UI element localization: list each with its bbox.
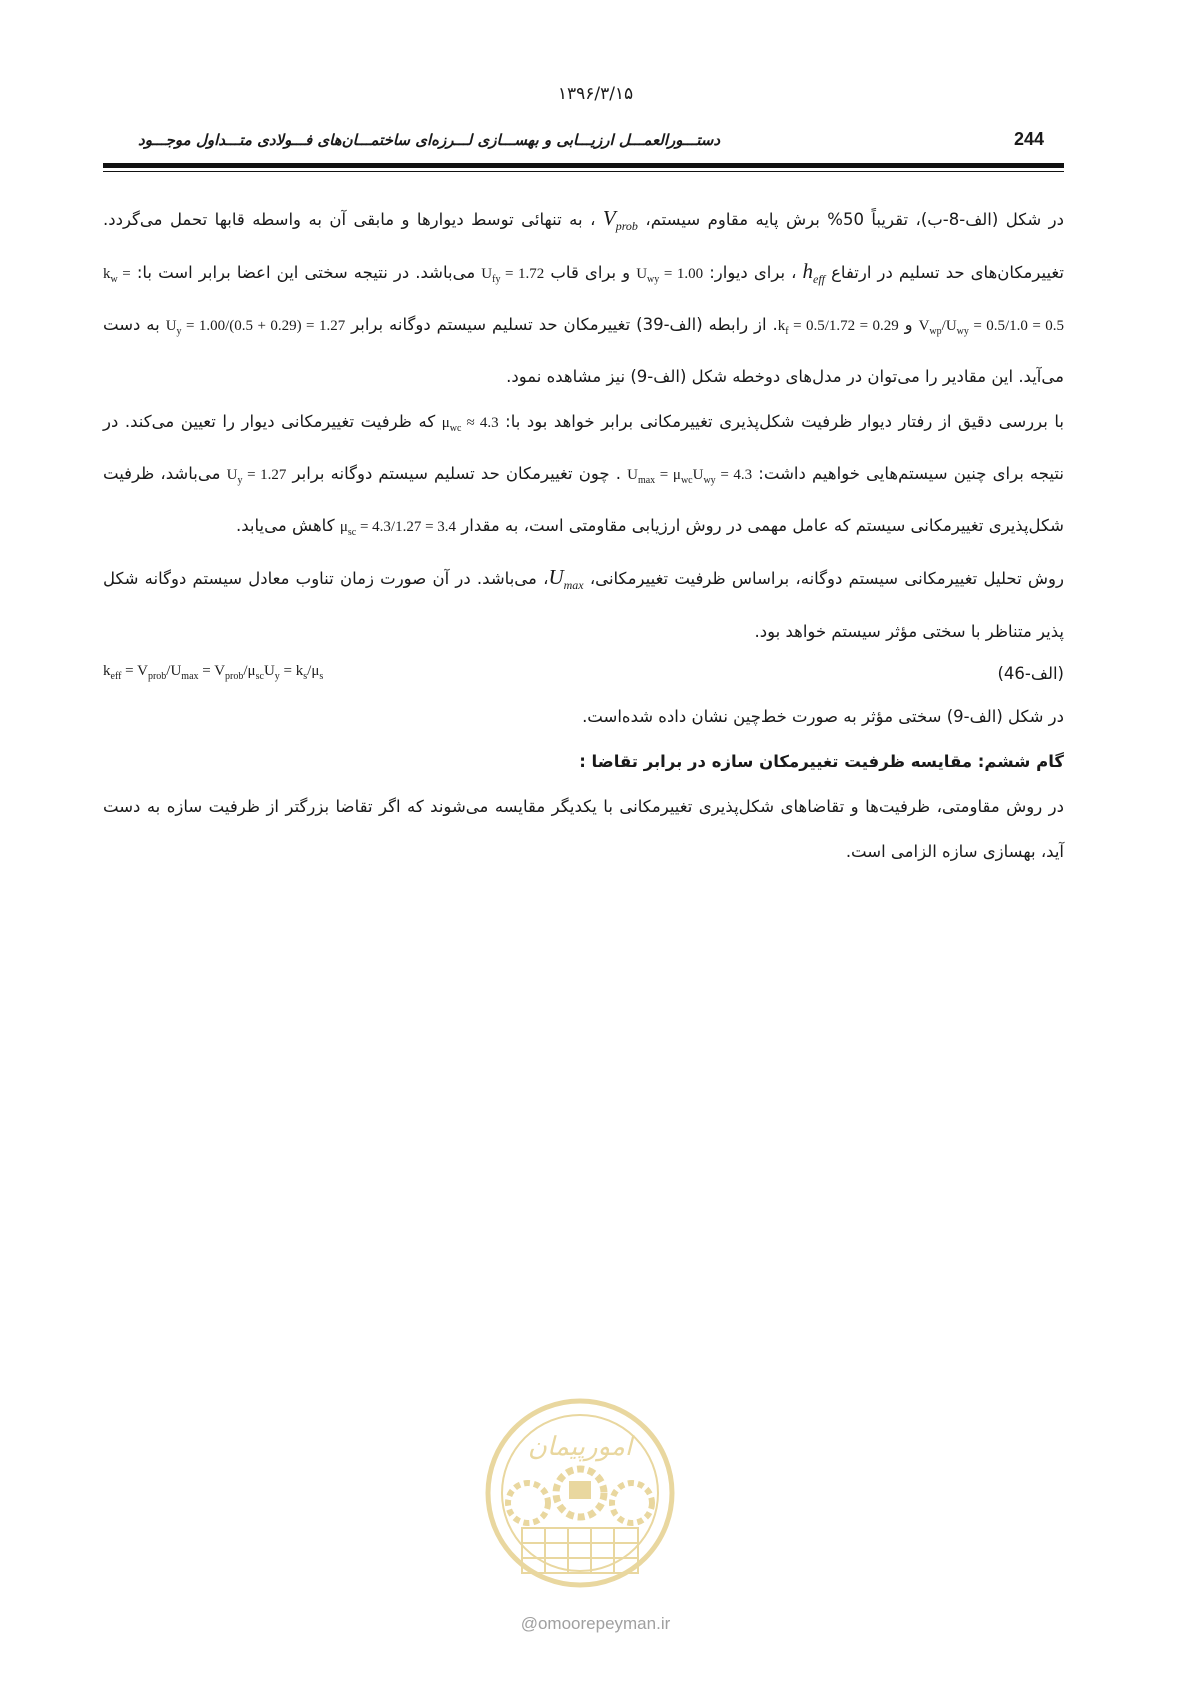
- paragraph-2-text-d: می‌باشد، ظرفیت شکل‌پذیری تغییرمکانی سیستم که عامل مهمی در روش ارزیابی مقاومتی است، به مقدار: [103, 464, 1064, 536]
- paragraph-1-text-c: ، برای دیوار:: [703, 263, 803, 283]
- paragraph-3-text-a: روش تحلیل تغییرمکانی سیستم دوگانه، براساس ظرفیت تغییرمکانی،: [583, 569, 1064, 589]
- equation-46-formula: $k_{eff} = V_{prob}/U_{max} = V_{prob}/\mu_{sc}U_y = k_s/\mu_s$: [103, 662, 324, 682]
- mu-wc-equation: $\mu_{wc} \approx 4.3$: [441, 415, 499, 435]
- body-text: [103, 196, 1064, 874]
- paragraph-1-text-d: و برای قاب: [544, 263, 637, 283]
- paragraph-1-text-h: به دست می‌آید. این مقادیر را می‌توان در مدل‌های دوخطه شکل (الف-9) نیز مشاهده نمود.: [103, 315, 1064, 387]
- footer-website[interactable]: @omoorepeyman.ir: [520, 1614, 671, 1633]
- paragraph-1: [103, 196, 1064, 399]
- logo-grid: [522, 1528, 638, 1573]
- uy-value-equation: $U_y = 1.27$: [226, 467, 287, 487]
- umax-symbol: $U_{max}$: [548, 565, 584, 593]
- header-rule-thin: [103, 171, 1064, 172]
- paragraph-3-text-b: ، می‌باشد. در آن صورت زمان تناوب معادل سیستم دوگانه شکل پذیر متناظر با سختی مؤثر سیستم خواهد بود.: [103, 569, 1064, 641]
- paragraph-2-text-c: . چون تغییرمکان حد تسلیم سیستم دوگانه برابر: [286, 464, 628, 484]
- paragraph-5: در روش مقاومتی، ظرفیت‌ها و تقاضاهای شکل‌پذیری تغییرمکانی با یکدیگر مقایسه می‌شوند که اگر تقاضا بزرگتر از ظرفیت سازه به دست آید، بهسازی سازه الزامی است.: [103, 796, 1064, 861]
- paragraph-4: در شکل (الف-9) سختی مؤثر به صورت خط‌چین نشان داده شده‌است.: [582, 706, 1064, 726]
- paragraph-2: [103, 399, 1064, 555]
- paragraph-2-text-a: با بررسی دقیق از رفتار دیوار ظرفیت شکل‌پذیری تغییرمکانی برابر خواهد بود با:: [498, 412, 1064, 432]
- section-heading: گام ششم: مقایسه ظرفیت تغییرمکان سازه در برابر تقاضا :: [579, 751, 1064, 771]
- page-number: 244: [1014, 129, 1045, 149]
- kf-equation: $k_f = 0.5/1.72 = 0.29$: [777, 318, 899, 338]
- header-rule-thick: [103, 163, 1064, 168]
- paragraph-1-text-f: و: [898, 315, 919, 335]
- paragraph-2-text-b: که ظرفیت تغییرمکانی دیوار را تعیین می‌کند. در نتیجه برای چنین سیستم‌هایی خواهیم داشت:: [103, 412, 1064, 484]
- logo-gear-left: [508, 1483, 548, 1523]
- paragraph-1-text-e: می‌باشد. در نتیجه سختی این اعضا برابر است با:: [130, 263, 482, 283]
- equation-46: [103, 654, 1064, 694]
- equation-46-label: (الف-46): [997, 663, 1064, 683]
- date: ۱۳۹۶/۳/۱۵: [557, 84, 634, 104]
- ufy-equation: $U_{fy} = 1.72$: [481, 266, 545, 286]
- mu-sc-equation: $\mu_{sc} = 4.3/1.27 = 3.4$: [339, 519, 457, 539]
- paragraph-3: [103, 555, 1064, 653]
- uwy-equation: $U_{wy} = 1.00$: [636, 266, 704, 286]
- watermark-logo: [470, 1393, 690, 1593]
- umax-equation: $U_{max} = \mu_{wc}U_{wy} = 4.3$: [627, 467, 753, 487]
- logo-house: [569, 1481, 591, 1499]
- logo-text: امورپیمان: [527, 1432, 633, 1462]
- paragraph-2-text-e: کاهش می‌یابد.: [235, 516, 340, 536]
- v-prob-symbol: $V_{prob}$: [602, 206, 638, 234]
- kw-equation: $k_w = V_{wp}/U_{wy} = 0.5/1.0 = 0.5$: [103, 266, 1064, 338]
- uy-equation: $U_y = 1.00/(0.5 + 0.29) = 1.27$: [165, 318, 346, 338]
- h-eff-symbol: $h_{eff}$: [802, 259, 826, 287]
- logo-gear-right: [612, 1483, 652, 1523]
- paragraph-1-text-g: . از رابطه (الف-39) تغییرمکان حد تسلیم سیستم دوگانه برابر: [345, 315, 778, 335]
- running-title: دستـــورالعمـــل ارزیـــابی و بهســـازی لـــرزه‌ای ساختمـــان‌های فـــولادی متـــداول موجـــود: [138, 131, 720, 149]
- paragraph-1-text-a: در شکل (الف-8-ب)، تقریباً 50% برش پایه مقاوم سیستم،: [637, 210, 1064, 229]
- paragraph-1-text-b: ، به تنهائی توسط دیوارها و مابقی آن به واسطه قابها تحمل می‌گردد. تغییرمکان‌های حد تسلیم در ارتفاع: [103, 210, 1064, 283]
